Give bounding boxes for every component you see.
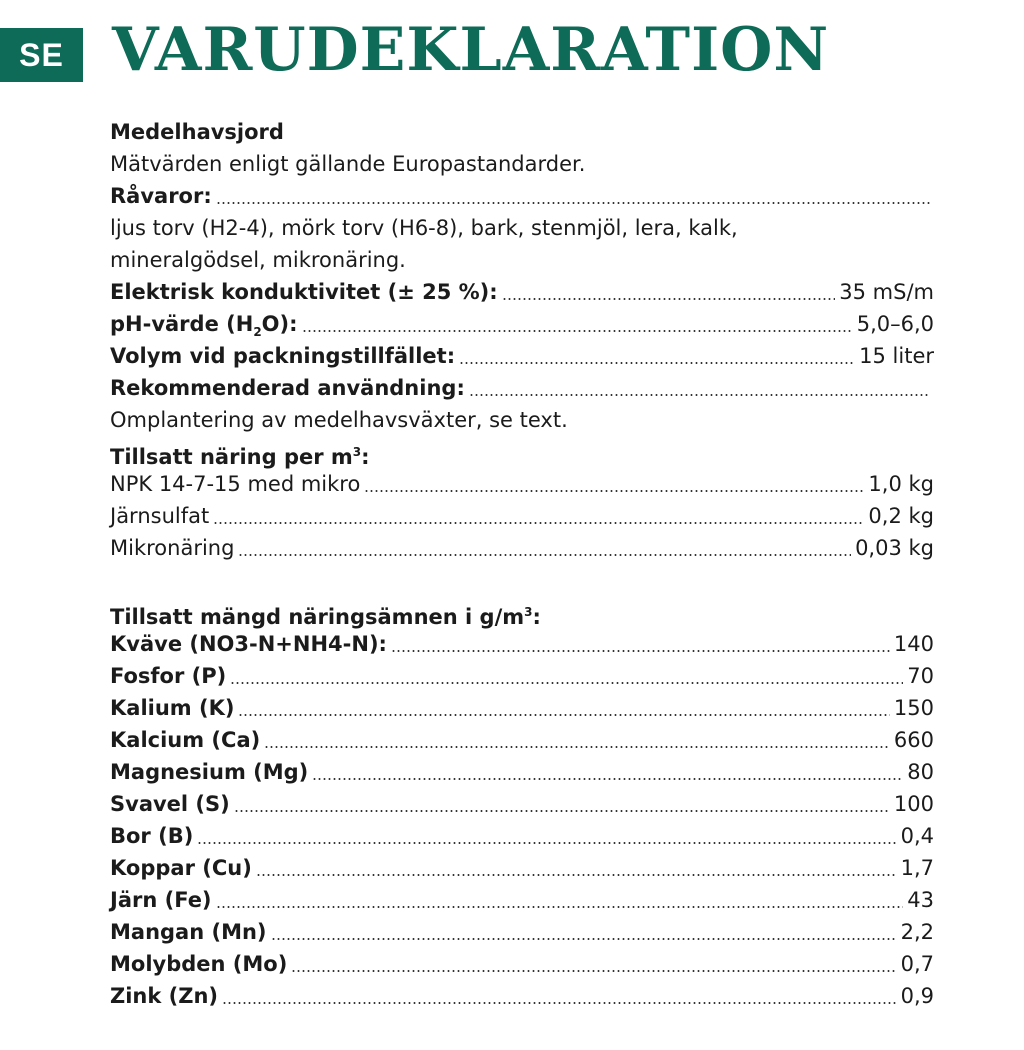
leader-dots [213, 522, 864, 524]
conductivity-label: Elektrisk konduktivitet (± 25 %): [110, 280, 498, 304]
leader-dots [291, 970, 896, 972]
leader-dots [459, 362, 855, 364]
item-label: Magnesium (Mg) [110, 760, 309, 784]
item-label: Kväve (NO3-N+NH4-N): [110, 632, 387, 656]
added-nutrition-heading [110, 436, 934, 468]
list-item [110, 628, 934, 660]
leader-dots [238, 714, 889, 716]
item-value: 80 [907, 760, 934, 784]
ravaror-row [110, 180, 934, 212]
conductivity-value: 35 mS/m [839, 280, 934, 304]
item-value: 1,7 [900, 856, 934, 880]
item-value: 150 [893, 696, 934, 720]
leader-dots [216, 202, 930, 204]
item-label: Fosfor (P) [110, 664, 227, 688]
nutrient-amounts-heading-post: : [532, 605, 541, 629]
ravaror-label: Råvaror: [110, 184, 212, 208]
ph-row [110, 308, 934, 340]
added-nutrition-heading-sup: 3 [352, 445, 362, 459]
list-item [110, 468, 934, 500]
item-label: Bor (B) [110, 824, 194, 848]
list-item [110, 500, 934, 532]
leader-dots [197, 842, 896, 844]
list-item [110, 692, 934, 724]
volume-row [110, 340, 934, 372]
nutrient-amounts-heading-pre: Tillsatt mängd näringsämnen i g/m [110, 605, 525, 629]
list-item [110, 788, 934, 820]
leader-dots [469, 394, 930, 396]
item-label: Kalium (K) [110, 696, 235, 720]
item-value: 0,7 [900, 952, 934, 976]
leader-dots [222, 1002, 897, 1004]
ph-label-post: O): [261, 312, 298, 336]
list-item [110, 820, 934, 852]
list-item [110, 724, 934, 756]
list-item [110, 852, 934, 884]
leader-dots [364, 490, 864, 492]
leader-dots [238, 554, 851, 556]
added-nutrition-heading-post: : [361, 445, 370, 469]
spacer [110, 564, 934, 596]
usage-label: Rekommenderad användning: [110, 376, 465, 400]
item-label: Svavel (S) [110, 792, 230, 816]
list-item [110, 916, 934, 948]
leader-dots [230, 682, 903, 684]
item-value: 140 [893, 632, 934, 656]
usage-row [110, 372, 934, 404]
conductivity-row [110, 276, 934, 308]
language-badge: SE [0, 28, 83, 82]
standard-note: Mätvärden enligt gällande Europastandarder. [110, 152, 586, 176]
item-value: 0,2 kg [868, 504, 934, 528]
added-nutrition-heading-pre: Tillsatt näring per m [110, 445, 353, 469]
ph-label-sub: 2 [253, 325, 262, 340]
leader-dots [391, 650, 890, 652]
list-item [110, 884, 934, 916]
item-label: Järn (Fe) [110, 888, 212, 912]
header [0, 0, 1024, 100]
item-label: Järnsulfat [110, 504, 210, 528]
item-value: 70 [907, 664, 934, 688]
leader-dots [502, 298, 836, 300]
leader-dots [234, 810, 890, 812]
list-item [110, 980, 934, 1012]
leader-dots [271, 938, 897, 940]
leader-dots [312, 778, 903, 780]
item-label: Molybden (Mo) [110, 952, 288, 976]
volume-label: Volym vid packningstillfället: [110, 344, 456, 368]
list-item [110, 532, 934, 564]
declaration-content [110, 116, 934, 1012]
leader-dots [302, 330, 853, 332]
nutrient-amounts-list [110, 628, 934, 1012]
ravaror-text-2: mineralgödsel, mikronäring. [110, 248, 406, 272]
item-value: 100 [893, 792, 934, 816]
item-value: 2,2 [900, 920, 934, 944]
item-value: 1,0 kg [868, 472, 934, 496]
leader-dots [216, 906, 904, 908]
item-label: Zink (Zn) [110, 984, 219, 1008]
nutrient-amounts-heading [110, 596, 934, 628]
volume-value: 15 liter [859, 344, 934, 368]
item-label: Mangan (Mn) [110, 920, 267, 944]
item-value: 0,9 [900, 984, 934, 1008]
nutrient-amounts-heading-sup: 3 [524, 605, 533, 619]
product-name: Medelhavsjord [110, 120, 284, 144]
item-label: Koppar (Cu) [110, 856, 252, 880]
ph-value: 5,0–6,0 [856, 312, 934, 336]
added-nutrition-list [110, 468, 934, 564]
page-title: VARUDEKLARATION [112, 15, 830, 85]
usage-text: Omplantering av medelhavsväxter, se text. [110, 408, 568, 432]
item-value: 0,03 kg [855, 536, 934, 560]
item-label: NPK 14-7-15 med mikro [110, 472, 361, 496]
leader-dots [264, 746, 890, 748]
item-label: Kalcium (Ca) [110, 728, 261, 752]
item-label: Mikronäring [110, 536, 235, 560]
ph-label-pre: pH-värde (H [110, 312, 254, 336]
ravaror-text-1: ljus torv (H2-4), mörk torv (H6-8), bark, stenmjöl, lera, kalk, [110, 216, 738, 240]
item-value: 43 [907, 888, 934, 912]
list-item [110, 756, 934, 788]
item-value: 0,4 [900, 824, 934, 848]
list-item [110, 948, 934, 980]
list-item [110, 660, 934, 692]
item-value: 660 [893, 728, 934, 752]
leader-dots [256, 874, 897, 876]
